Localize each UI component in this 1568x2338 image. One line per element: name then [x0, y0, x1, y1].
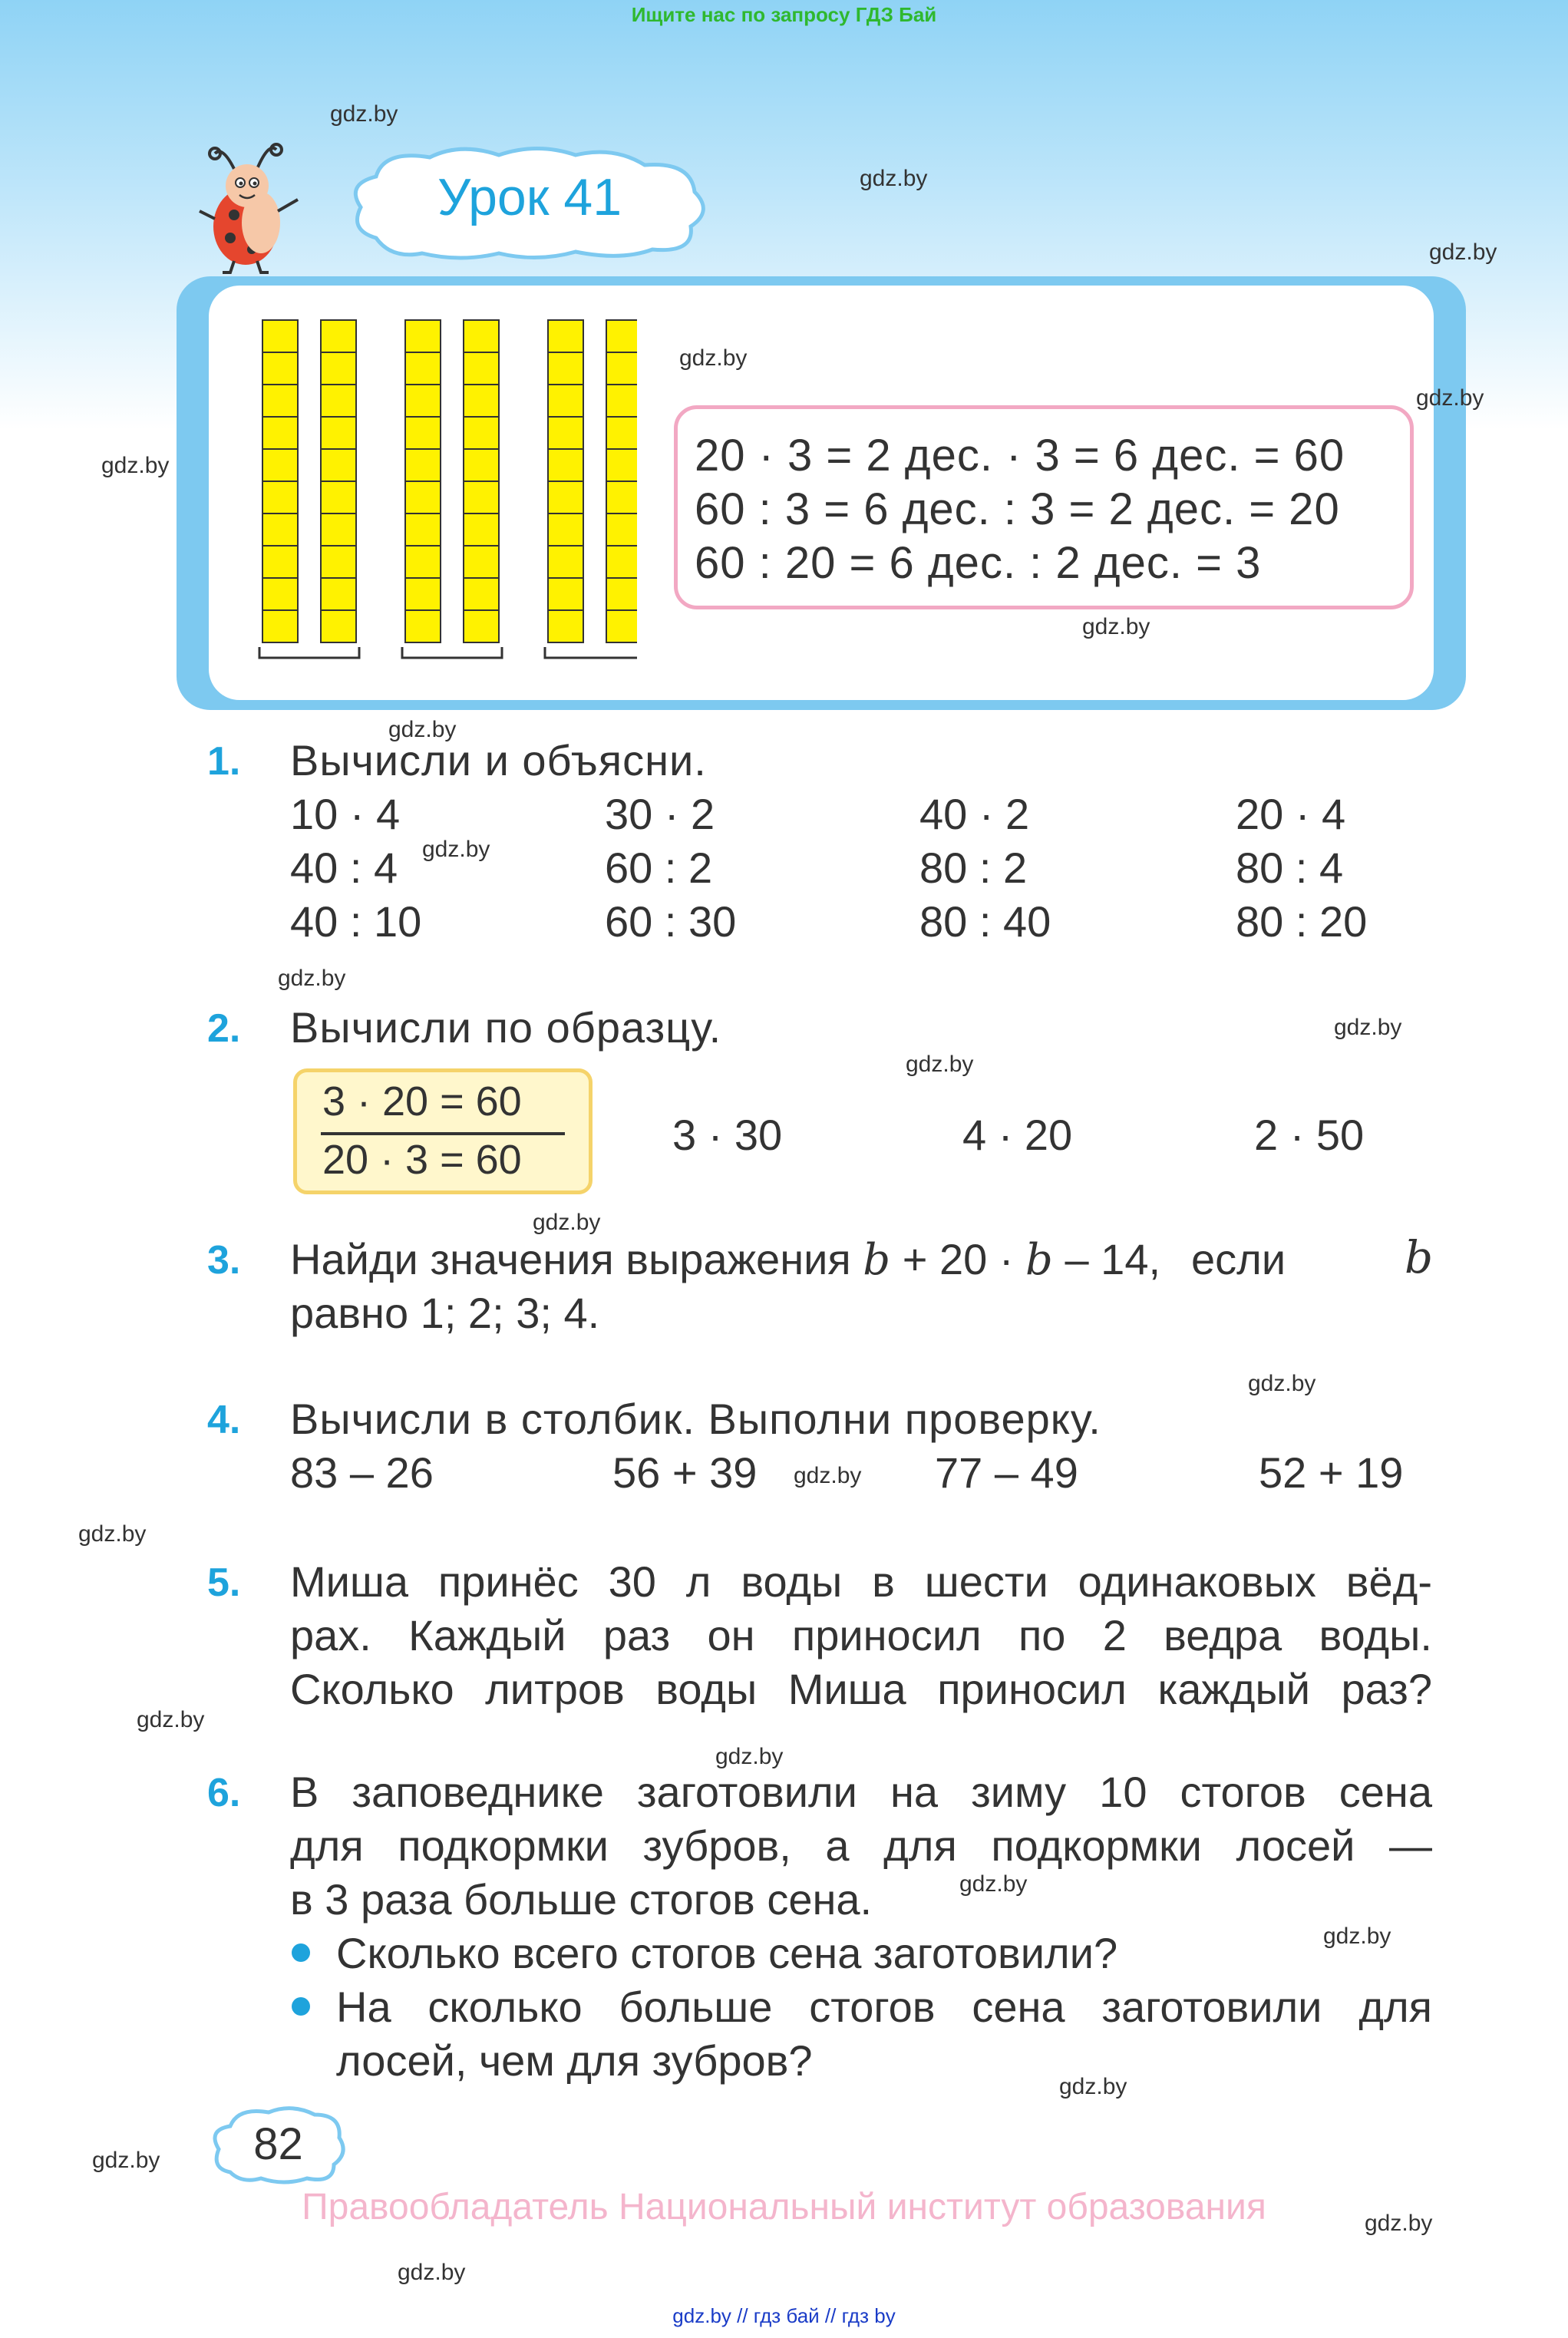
example-equation-2: 60 : 3 = 6 дес. : 3 = 2 дес. = 20 — [695, 484, 1340, 534]
task-5-line: Миша принёс 30 л воды в шести одинаковых вёд- — [290, 1557, 1432, 1606]
unit-cube — [405, 578, 441, 610]
unit-cube — [321, 320, 356, 352]
watermark: gdz.by — [137, 1707, 205, 1732]
task-1-expr: 60 : 30 — [605, 897, 737, 946]
unit-cube — [606, 481, 637, 514]
unit-cube — [606, 385, 637, 417]
unit-cube — [321, 481, 356, 514]
unit-cube — [321, 385, 356, 417]
unit-cube — [464, 352, 499, 385]
task-1-expr: 20 · 4 — [1236, 790, 1346, 838]
task-3-number: 3. — [207, 1238, 241, 1283]
tens-rods-illustration — [253, 311, 637, 687]
unit-cube — [405, 610, 441, 642]
watermark: gdz.by — [1082, 614, 1150, 639]
task-3-line-2: равно 1; 2; 3; 4. — [290, 1289, 600, 1337]
watermark: gdz.by — [1323, 1924, 1391, 1949]
task-1-expr: 60 : 2 — [605, 844, 713, 892]
ladybug-mascot-icon — [192, 138, 307, 276]
unit-cube — [262, 417, 298, 449]
unit-cube — [548, 417, 583, 449]
unit-cube — [321, 546, 356, 578]
task-4-expr: 83 – 26 — [290, 1448, 434, 1497]
task-6-line: В заповеднике заготовили на зиму 10 стогов сена — [290, 1768, 1432, 1816]
task-2-expr: 4 · 20 — [962, 1111, 1073, 1159]
unit-cube — [606, 514, 637, 546]
unit-cube — [606, 546, 637, 578]
task-3-text — [290, 1234, 1160, 1285]
unit-cube — [548, 385, 583, 417]
task-6-line: для подкормки зубров, а для подкормки лосей — — [290, 1821, 1432, 1870]
task-1-expr: 80 : 20 — [1236, 897, 1368, 946]
watermark: gdz.by — [860, 166, 928, 191]
sample-top: 3 · 20 = 60 — [322, 1078, 522, 1124]
watermark: gdz.by — [959, 1871, 1028, 1897]
unit-cube — [262, 514, 298, 546]
unit-cube — [548, 449, 583, 481]
unit-cube — [262, 546, 298, 578]
unit-cube — [405, 481, 441, 514]
watermark: gdz.by — [330, 101, 398, 127]
unit-cube — [548, 546, 583, 578]
unit-cube — [464, 610, 499, 642]
unit-cube — [405, 449, 441, 481]
task-3-if: если — [1191, 1235, 1286, 1283]
watermark: gdz.by — [422, 837, 490, 862]
unit-cube — [405, 385, 441, 417]
top-note[interactable]: Ищите нас по запросу ГДЗ Бай — [631, 3, 937, 26]
unit-cube — [262, 352, 298, 385]
task-5-number: 5. — [207, 1560, 241, 1605]
watermark: gdz.by — [533, 1210, 601, 1235]
task-6-question-1: Сколько всего стогов сена заготовили? — [336, 1929, 1118, 1977]
bullet-icon — [292, 1997, 310, 2016]
watermark: gdz.by — [679, 345, 748, 371]
unit-cube — [548, 320, 583, 352]
task-3-lead: Найди значения выражения — [290, 1235, 851, 1283]
unit-cube — [464, 320, 499, 352]
unit-cube — [606, 417, 637, 449]
task-1-expr: 40 : 4 — [290, 844, 398, 892]
watermark: gdz.by — [1429, 239, 1497, 265]
variable-b: b — [1025, 1235, 1053, 1285]
task-2-expr: 2 · 50 — [1254, 1111, 1365, 1159]
unit-cube — [606, 320, 637, 352]
unit-cube — [606, 449, 637, 481]
unit-cube — [606, 352, 637, 385]
task-1-expr: 80 : 4 — [1236, 844, 1344, 892]
unit-cube — [321, 578, 356, 610]
task-5-line: Сколько литров воды Миша приносил каждый раз? — [290, 1665, 1432, 1713]
example-equation-3: 60 : 20 = 6 дес. : 2 дес. = 3 — [695, 538, 1262, 588]
unit-cube — [405, 320, 441, 352]
task-6-number: 6. — [207, 1771, 241, 1815]
unit-cube — [321, 514, 356, 546]
unit-cube — [548, 514, 583, 546]
bottom-links[interactable]: gdz.by // гдз бай // гдз by — [672, 2304, 896, 2327]
task-1-expr: 10 · 4 — [290, 790, 401, 838]
watermark: gdz.by — [1248, 1371, 1316, 1396]
unit-cube — [262, 385, 298, 417]
watermark: gdz.by — [794, 1463, 862, 1488]
task-1-expr: 40 · 2 — [919, 790, 1030, 838]
unit-cube — [606, 610, 637, 642]
task-2-expr: 3 · 30 — [672, 1111, 783, 1159]
task-5-line: рах. Каждый раз он приносил по 2 ведра воды. — [290, 1611, 1432, 1659]
watermark: gdz.by — [278, 966, 346, 991]
task-1-expr: 80 : 2 — [919, 844, 1028, 892]
bullet-icon — [292, 1943, 310, 1962]
unit-cube — [405, 546, 441, 578]
group-bracket — [545, 647, 637, 658]
task-2-number: 2. — [207, 1006, 241, 1051]
unit-cube — [464, 546, 499, 578]
unit-cube — [321, 352, 356, 385]
watermark: gdz.by — [398, 2260, 466, 2285]
unit-cube — [262, 481, 298, 514]
unit-cube — [464, 578, 499, 610]
copyright-notice: Правообладатель Национальный институт образования — [302, 2187, 1266, 2227]
watermark: gdz.by — [101, 453, 170, 478]
unit-cube — [405, 514, 441, 546]
unit-cube — [464, 385, 499, 417]
task-3-expr-mid: + 20 · — [902, 1235, 1014, 1283]
task-1-expr: 40 : 10 — [290, 897, 422, 946]
sample-bottom: 20 · 3 = 60 — [322, 1137, 522, 1183]
watermark: gdz.by — [388, 717, 457, 742]
unit-cube — [321, 449, 356, 481]
task-1-expr: 80 : 40 — [919, 897, 1051, 946]
task-6-question-2-cont: лосей, чем для зубров? — [336, 2036, 813, 2085]
unit-cube — [262, 320, 298, 352]
task-3-expr-end: – 14, — [1065, 1235, 1161, 1283]
group-bracket — [259, 647, 359, 658]
unit-cube — [405, 352, 441, 385]
task-4-expr: 56 + 39 — [612, 1448, 758, 1497]
task-4-title: Вычисли в столбик. Выполни проверку. — [290, 1395, 1101, 1443]
group-bracket — [402, 647, 502, 658]
task-1-expr: 30 · 2 — [605, 790, 715, 838]
task-6-line: в 3 раза больше стогов сена. — [290, 1875, 873, 1924]
task-2-title: Вычисли по образцу. — [290, 1003, 722, 1052]
watermark: gdz.by — [1416, 385, 1484, 411]
page-number: 82 — [253, 2119, 303, 2169]
watermark: gdz.by — [1059, 2074, 1127, 2099]
unit-cube — [321, 610, 356, 642]
variable-b: b — [1405, 1231, 1434, 1283]
unit-cube — [262, 610, 298, 642]
watermark: gdz.by — [906, 1052, 974, 1077]
watermark: gdz.by — [1365, 2211, 1433, 2236]
unit-cube — [464, 514, 499, 546]
task-1-number: 1. — [207, 739, 241, 784]
unit-cube — [548, 481, 583, 514]
watermark: gdz.by — [92, 2148, 160, 2173]
unit-cube — [464, 481, 499, 514]
watermark: gdz.by — [1334, 1015, 1402, 1040]
task-6-question-2: На сколько больше стогов сена заготовили для — [336, 1983, 1432, 2031]
unit-cube — [262, 578, 298, 610]
unit-cube — [464, 449, 499, 481]
task-4-number: 4. — [207, 1398, 241, 1442]
unit-cube — [262, 449, 298, 481]
variable-b: b — [863, 1235, 891, 1285]
unit-cube — [464, 417, 499, 449]
lesson-title: Урок 41 — [437, 168, 622, 226]
watermark: gdz.by — [78, 1521, 147, 1547]
example-equation-1: 20 · 3 = 2 дес. · 3 = 6 дес. = 60 — [695, 431, 1345, 480]
task-1-title: Вычисли и объясни. — [290, 736, 707, 784]
sample-divider — [321, 1132, 565, 1135]
task-4-expr: 52 + 19 — [1259, 1448, 1404, 1497]
unit-cube — [548, 610, 583, 642]
task-4-expr: 77 – 49 — [935, 1448, 1078, 1497]
unit-cube — [548, 352, 583, 385]
unit-cube — [405, 417, 441, 449]
unit-cube — [321, 417, 356, 449]
watermark: gdz.by — [715, 1744, 784, 1769]
unit-cube — [548, 578, 583, 610]
unit-cube — [606, 578, 637, 610]
